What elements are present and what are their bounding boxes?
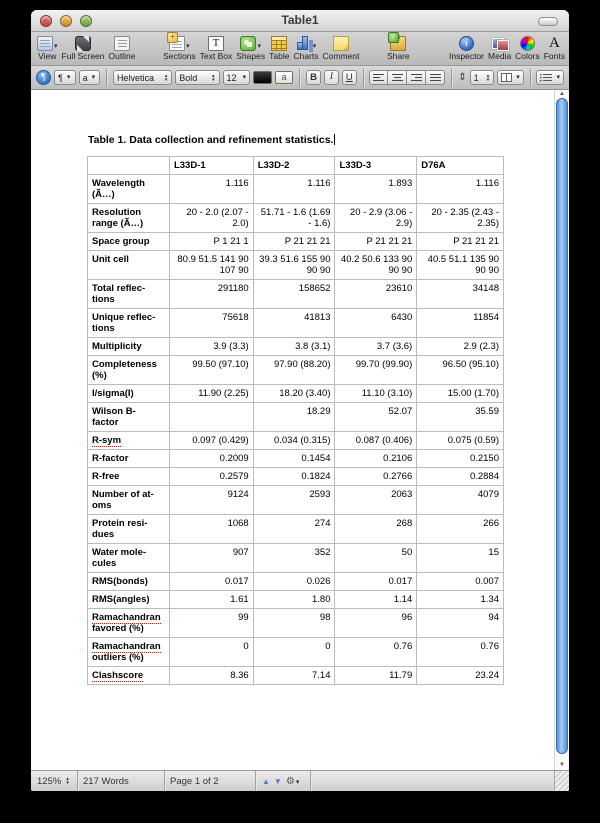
table-cell[interactable]: 0.76: [335, 638, 417, 667]
table-cell[interactable]: 907: [169, 544, 253, 573]
table-cell[interactable]: 0.017: [169, 573, 253, 591]
table-cell[interactable]: 2063: [335, 486, 417, 515]
divider: [106, 69, 107, 86]
table-cell[interactable]: P 21 21 21: [335, 233, 417, 251]
table-cell[interactable]: 0.2579: [169, 468, 253, 486]
table-cell[interactable]: P 21 21 21: [253, 233, 335, 251]
underline-button[interactable]: U: [342, 70, 357, 85]
media-icon: [492, 36, 508, 51]
font-size-value: 12: [226, 72, 237, 83]
status-bar: [31, 770, 569, 791]
page-indicator: Page 1 of 2: [170, 775, 219, 787]
align-justify-icon: [430, 73, 441, 83]
table-cell[interactable]: 0.2106: [335, 450, 417, 468]
toolbar-label: Comment: [322, 51, 360, 61]
shapes-button[interactable]: [236, 34, 265, 61]
table-cell[interactable]: 41813: [253, 309, 335, 338]
row-label[interactable]: Wilson B- factor: [88, 403, 170, 432]
stepper-icon: ▲ ▼: [485, 72, 491, 82]
table-cell[interactable]: 11.90 (2.25): [169, 385, 253, 403]
statistics-table: [87, 156, 504, 685]
table-cell[interactable]: 1.80: [253, 591, 335, 609]
list-style-dropdown[interactable]: [536, 70, 564, 85]
table-icon: [271, 36, 287, 51]
row-label[interactable]: Protein resi- dues: [88, 515, 170, 544]
text-box-button[interactable]: [200, 34, 233, 61]
table-cell[interactable]: 0.76: [417, 638, 504, 667]
zoom-level-value: 125%: [37, 775, 62, 787]
previous-page-button[interactable]: ▲: [262, 776, 270, 786]
typeface-value: Bold: [179, 72, 198, 83]
align-center-button[interactable]: [388, 70, 407, 85]
table-cell[interactable]: 158652: [253, 280, 335, 309]
row-label[interactable]: Multiplicity: [88, 338, 170, 356]
full-screen-button[interactable]: [62, 34, 105, 61]
toolbar-label: Charts: [293, 51, 319, 61]
stats-table-body: [88, 175, 504, 685]
table-cell[interactable]: 11.79: [335, 667, 417, 685]
chevron-down-icon: ▾: [295, 778, 300, 786]
italic-button[interactable]: I: [324, 70, 339, 85]
charts-icon: [296, 36, 312, 51]
align-right-button[interactable]: [407, 70, 426, 85]
table-cell[interactable]: 20 - 2.35 (2.43 - 2.35): [417, 204, 504, 233]
table-cell[interactable]: 1.893: [335, 175, 417, 204]
table-cell[interactable]: 0.087 (0.406): [335, 432, 417, 450]
vertical-scrollbar[interactable]: [554, 90, 569, 770]
table-row: [88, 544, 504, 573]
close-window-button[interactable]: [40, 15, 52, 27]
table-row: [88, 338, 504, 356]
table-cell[interactable]: 1.116: [253, 175, 335, 204]
fonts-icon: A: [548, 35, 560, 51]
toolbar-label: Fonts: [543, 51, 565, 61]
word-count: 217 Words: [83, 775, 129, 787]
stepper-icon: ▲ ▼: [211, 72, 216, 82]
chevron-down-icon: ▾: [242, 73, 247, 81]
table-cell[interactable]: 1.116: [417, 175, 504, 204]
toolbar-label: Colors: [515, 51, 540, 61]
row-label[interactable]: I/sigma(I): [88, 385, 170, 403]
table-cell[interactable]: 75618: [169, 309, 253, 338]
table-cell[interactable]: 3.9 (3.3): [169, 338, 253, 356]
font-family-select[interactable]: [113, 70, 172, 85]
outline-icon: [114, 36, 130, 51]
table-cell[interactable]: 274: [253, 515, 335, 544]
row-label[interactable]: Ramachandran outliers (%): [88, 638, 170, 667]
table-row: [88, 486, 504, 515]
minimize-window-button[interactable]: [60, 15, 72, 27]
column-header[interactable]: L33D-2: [253, 157, 335, 175]
table-cell[interactable]: 0.017: [335, 573, 417, 591]
column-header[interactable]: L33D-3: [335, 157, 417, 175]
paragraph-style-dropdown[interactable]: [54, 70, 76, 85]
status-bar-spacer: [311, 771, 554, 791]
gear-icon[interactable]: ⚙▾: [285, 775, 300, 787]
align-center-icon: [392, 73, 403, 83]
table-cell[interactable]: 51.71 - 1.6 (1.69 - 1.6): [253, 204, 335, 233]
text-box-icon: T: [208, 36, 224, 51]
app-window: [31, 10, 569, 791]
table-cell[interactable]: 1.14: [335, 591, 417, 609]
toolbar-label: Shapes: [236, 51, 266, 61]
text-color-well[interactable]: [253, 71, 272, 84]
table-cell[interactable]: P 21 21 21: [417, 233, 504, 251]
chevron-down-icon: ▾: [186, 43, 190, 50]
line-spacing-icon: ⇕: [458, 72, 467, 83]
font-size-select[interactable]: [223, 70, 251, 85]
align-right-icon: [411, 73, 422, 83]
row-label[interactable]: R-sym: [88, 432, 170, 450]
table-cell[interactable]: 0: [253, 638, 335, 667]
row-label[interactable]: Clashscore: [88, 667, 170, 685]
toolbar-label: Inspector: [449, 51, 485, 61]
table-cell[interactable]: 11854: [417, 309, 504, 338]
charts-button[interactable]: [293, 34, 318, 61]
table-cell[interactable]: 98: [253, 609, 335, 638]
format-bar: [31, 66, 569, 90]
colors-button[interactable]: [515, 34, 540, 61]
bold-button[interactable]: B: [306, 70, 321, 85]
stepper-icon: ▲ ▼: [65, 776, 70, 785]
row-label[interactable]: Completeness (%): [88, 356, 170, 385]
list-icon: [540, 73, 552, 82]
toolbar-label: Share: [386, 51, 410, 61]
table-cell[interactable]: 39.3 51.6 155 90 90 90: [253, 251, 335, 280]
table-cell[interactable]: 20 - 2.0 (2.07 - 2.0): [169, 204, 253, 233]
table-row: [88, 233, 504, 251]
color-wheel-icon: [520, 36, 535, 51]
table-cell[interactable]: 18.29: [253, 403, 335, 432]
columns-dropdown[interactable]: [497, 70, 524, 85]
chevron-down-icon: ▾: [312, 43, 317, 50]
table-cell[interactable]: 352: [253, 544, 335, 573]
table-cell[interactable]: 1068: [169, 515, 253, 544]
table-button[interactable]: [269, 34, 289, 61]
toolbar-label: Outline: [108, 51, 136, 61]
character-style-dropdown[interactable]: [79, 70, 101, 85]
table-cell[interactable]: 40.2 50.6 133 90 90 90: [335, 251, 417, 280]
paragraph-icon[interactable]: ¶: [36, 70, 51, 85]
row-label[interactable]: Ramachandran favored (%): [88, 609, 170, 638]
table-cell[interactable]: 1.34: [417, 591, 504, 609]
toolbar-label: Sections: [163, 51, 196, 61]
table-cell[interactable]: 99: [169, 609, 253, 638]
table-cell[interactable]: 20 - 2.9 (3.06 - 2.9): [335, 204, 417, 233]
table-cell[interactable]: 0.1824: [253, 468, 335, 486]
line-spacing-value: 1: [473, 72, 479, 83]
shapes-icon: [240, 36, 256, 51]
table-row: [88, 515, 504, 544]
table-row: [88, 385, 504, 403]
typeface-select[interactable]: [175, 70, 219, 85]
table-cell[interactable]: 35.59: [417, 403, 504, 432]
table-cell[interactable]: 291180: [169, 280, 253, 309]
full-screen-icon: [75, 36, 91, 51]
table-cell[interactable]: 8.36: [169, 667, 253, 685]
table-row: [88, 468, 504, 486]
table-row: [88, 280, 504, 309]
page-navigation: [256, 776, 310, 787]
table-cell[interactable]: 266: [417, 515, 504, 544]
table-cell[interactable]: 7.14: [253, 667, 335, 685]
table-cell[interactable]: 0.007: [417, 573, 504, 591]
column-header[interactable]: [88, 157, 170, 175]
table-cell[interactable]: [169, 403, 253, 432]
chevron-down-icon: ▾: [257, 43, 261, 50]
paragraph-style-value: ¶: [58, 72, 63, 83]
share-icon: [390, 36, 406, 51]
table-row: [88, 403, 504, 432]
inspector-button[interactable]: [449, 34, 484, 61]
column-header[interactable]: D76A: [417, 157, 504, 175]
table-row: [88, 175, 504, 204]
table-row: [88, 450, 504, 468]
table-cell[interactable]: 0.075 (0.59): [417, 432, 504, 450]
table-cell[interactable]: 3.7 (3.6): [335, 338, 417, 356]
share-button[interactable]: [387, 34, 410, 61]
window-title: Table1: [281, 13, 319, 27]
table-cell[interactable]: 18.20 (3.40): [253, 385, 335, 403]
zoom-control[interactable]: [31, 776, 77, 787]
table-cell[interactable]: 0.034 (0.315): [253, 432, 335, 450]
outline-button[interactable]: [109, 34, 136, 61]
comment-button[interactable]: [323, 34, 360, 61]
row-label[interactable]: R-free: [88, 468, 170, 486]
window-controls: [40, 15, 92, 27]
comment-icon: [333, 36, 349, 51]
table-row: [88, 432, 504, 450]
row-label[interactable]: Resolution range (Ã…): [88, 204, 170, 233]
table-cell[interactable]: 52.07: [335, 403, 417, 432]
chevron-down-icon: ▾: [556, 73, 560, 81]
table-cell[interactable]: 0.2884: [417, 468, 504, 486]
table-row: [88, 251, 504, 280]
row-label[interactable]: Unit cell: [88, 251, 170, 280]
toolbar-label: Full Screen: [61, 51, 105, 61]
table-cell[interactable]: 0: [169, 638, 253, 667]
row-label[interactable]: Water mole- cules: [88, 544, 170, 573]
table-row: [88, 309, 504, 338]
sections-icon: [169, 36, 185, 51]
table-cell[interactable]: 15: [417, 544, 504, 573]
table-cell[interactable]: 50: [335, 544, 417, 573]
chevron-down-icon: ▾: [66, 73, 71, 81]
divider: [451, 69, 452, 86]
table-cell[interactable]: 0.2766: [335, 468, 417, 486]
toolbar-label: View: [38, 51, 57, 61]
table-cell[interactable]: 96: [335, 609, 417, 638]
sections-button[interactable]: [163, 34, 196, 61]
table-cell[interactable]: 6430: [335, 309, 417, 338]
table-row: [88, 591, 504, 609]
row-label[interactable]: Space group: [88, 233, 170, 251]
fonts-button[interactable]: [544, 34, 565, 61]
chevron-down-icon: ▾: [516, 73, 520, 81]
table-cell[interactable]: 9124: [169, 486, 253, 515]
toolbar-label: Media: [488, 51, 512, 61]
align-left-icon: [373, 73, 384, 83]
table-cell[interactable]: 15.00 (1.70): [417, 385, 504, 403]
table-cell[interactable]: 3.8 (3.1): [253, 338, 335, 356]
stepper-icon: ▲ ▼: [163, 72, 169, 82]
scroll-down-arrow-icon[interactable]: ▼: [559, 762, 565, 768]
table-cell[interactable]: 34148: [417, 280, 504, 309]
table-row: [88, 204, 504, 233]
table-cell[interactable]: P 1 21 1: [169, 233, 253, 251]
divider: [299, 69, 300, 86]
next-page-button[interactable]: ▼: [273, 776, 282, 786]
view-button[interactable]: [37, 34, 58, 61]
table-cell[interactable]: 80.9 51.5 141 90 107 90: [169, 251, 253, 280]
table-cell[interactable]: 0.2009: [169, 450, 253, 468]
table-cell[interactable]: 99.50 (97.10): [169, 356, 253, 385]
toolbar-label: Text Box: [199, 51, 233, 61]
table-cell[interactable]: 40.5 51.1 135 90 90 90: [417, 251, 504, 280]
table-cell[interactable]: 97.90 (88.20): [253, 356, 335, 385]
table-cell[interactable]: 11.10 (3.10): [335, 385, 417, 403]
row-label[interactable]: Total reflec- tions: [88, 280, 170, 309]
table-cell[interactable]: 96.50 (95.10): [417, 356, 504, 385]
table-row: [88, 609, 504, 638]
row-label[interactable]: R-factor: [88, 450, 170, 468]
table-cell[interactable]: 268: [335, 515, 417, 544]
highlight-color-well[interactable]: a: [275, 71, 294, 84]
table-cell[interactable]: 23610: [335, 280, 417, 309]
scrollbar-thumb[interactable]: [556, 98, 568, 754]
toolbar-label: Table: [269, 51, 290, 61]
document-page[interactable]: [31, 90, 554, 770]
alignment-buttons: [369, 70, 445, 85]
table-cell[interactable]: 1.116: [169, 175, 253, 204]
character-style-value: a: [82, 72, 88, 83]
table-header-row: [88, 157, 504, 175]
row-label[interactable]: Unique reflec- tions: [88, 309, 170, 338]
resize-grip[interactable]: [554, 771, 569, 791]
table-row: [88, 638, 504, 667]
chevron-down-icon: ▾: [91, 73, 96, 81]
toolbar-toggle-button[interactable]: [538, 17, 558, 26]
media-button[interactable]: [488, 34, 511, 61]
columns-icon: [501, 73, 512, 82]
table-cell[interactable]: 0.1454: [253, 450, 335, 468]
text-cursor: [334, 134, 335, 145]
row-label[interactable]: RMS(angles): [88, 591, 170, 609]
table-cell[interactable]: 2.9 (2.3): [417, 338, 504, 356]
table-cell[interactable]: 23.24: [417, 667, 504, 685]
table-cell[interactable]: 0.097 (0.429): [169, 432, 253, 450]
table-row: [88, 667, 504, 685]
view-icon: [37, 36, 53, 51]
column-header[interactable]: L33D-1: [169, 157, 253, 175]
document-title-text: Table 1. Data collection and refinement statistics.: [88, 134, 334, 146]
table-row: [88, 573, 504, 591]
font-family-value: Helvetica: [116, 72, 154, 83]
main-toolbar: [31, 32, 569, 66]
row-label[interactable]: Wavelength (Ã…): [88, 175, 170, 204]
table-cell[interactable]: 2593: [253, 486, 335, 515]
document-area: [31, 90, 569, 770]
table-row: [88, 356, 504, 385]
row-label[interactable]: RMS(bonds): [88, 573, 170, 591]
divider: [530, 69, 531, 86]
table-cell[interactable]: 1.61: [169, 591, 253, 609]
inspector-icon: i: [459, 36, 474, 51]
align-left-button[interactable]: [369, 70, 388, 85]
line-spacing-stepper[interactable]: [470, 70, 495, 85]
divider: [363, 69, 364, 86]
row-label[interactable]: Number of at- oms: [88, 486, 170, 515]
table-cell[interactable]: 0.2150: [417, 450, 504, 468]
table-cell[interactable]: 94: [417, 609, 504, 638]
table-cell[interactable]: 99.70 (99.90): [335, 356, 417, 385]
zoom-window-button[interactable]: [80, 15, 92, 27]
scroll-up-arrow-icon[interactable]: ▲: [559, 91, 565, 97]
chevron-down-icon: ▾: [54, 43, 58, 50]
align-justify-button[interactable]: [426, 70, 445, 85]
table-cell[interactable]: 0.026: [253, 573, 335, 591]
table-cell[interactable]: 4079: [417, 486, 504, 515]
title-bar[interactable]: [31, 10, 569, 32]
document-title[interactable]: [88, 134, 335, 146]
